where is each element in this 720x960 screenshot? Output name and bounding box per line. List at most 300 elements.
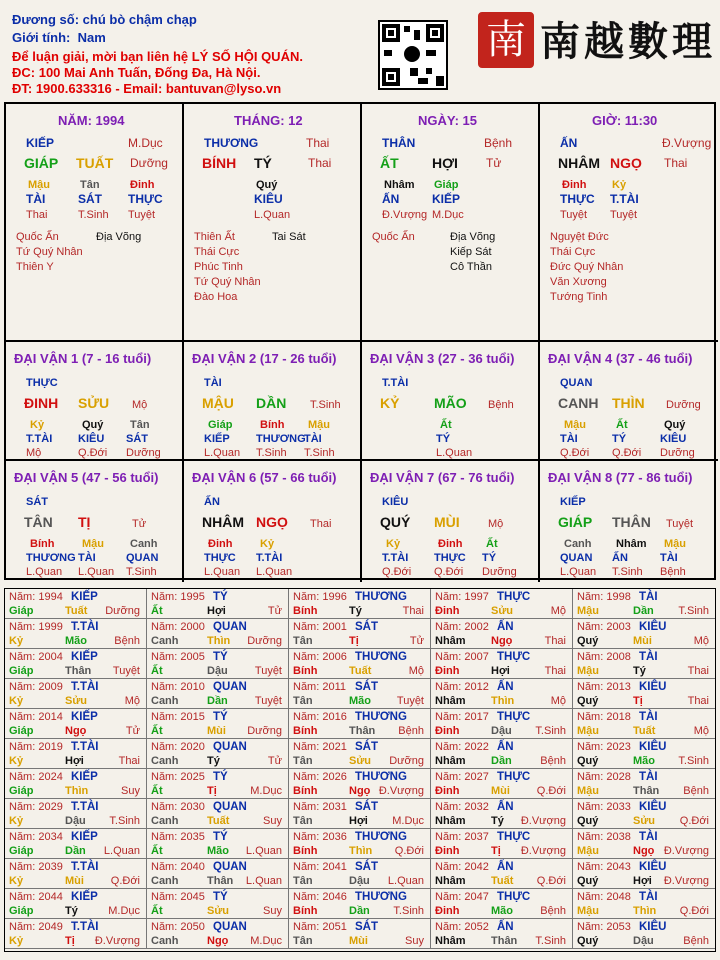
year-label: Năm: 2045 [151,891,205,903]
year-branch: Dần [349,905,370,917]
hidden-stem: Quý [82,419,104,431]
dai-van-stem: GIÁP [558,514,593,530]
year-label: Năm: 2028 [577,771,631,783]
hidden-god: TÝ [436,433,451,445]
year-stage: Q.Đới [679,815,709,827]
year-god: KIÊU [639,741,667,753]
hidden-stage: L.Quan [26,566,63,578]
luu-nien-cell[interactable] [431,679,573,709]
hidden-stage: Tuyệt [610,209,638,221]
year-stem: Quý [577,935,599,947]
year-stage: Thai [544,635,566,647]
hidden-stage: L.Quan [78,566,115,578]
dai-van-stem: TÂN [24,514,53,530]
year-god: KIẾP [71,891,98,903]
year-branch: Tý [491,815,504,827]
year-branch: Ngọ [349,785,371,797]
hidden-god: T.TÀI [256,552,283,564]
hidden-god: TÀI [78,552,96,564]
header [0,0,720,100]
hidden-stage: T.Sinh [126,566,157,578]
luu-nien-cell[interactable] [573,679,715,709]
hidden-stage: Bệnh [660,566,686,578]
hidden-stem: Bính [30,538,55,550]
year-branch: Mão [349,695,371,707]
dai-van-branch: MÙI [434,514,460,530]
year-stem: Giáp [9,905,34,917]
luu-nien-cell[interactable] [289,739,431,769]
year-label: Năm: 2016 [293,711,347,723]
year-god: TÀI [639,891,658,903]
year-label: Năm: 1999 [9,621,63,633]
hidden-god: KIẾP [432,192,461,206]
hidden-stem: Kỷ [612,179,627,191]
year-label: Năm: 2047 [435,891,489,903]
year-stage: Đ.Vượng [663,845,709,857]
year-god: THỰC [497,891,531,903]
year-stem: Tân [293,935,313,947]
hidden-stage: T.Sinh [78,209,109,221]
hidden-stage: Mộ [26,447,42,459]
year-stage: L.Quan [387,875,424,887]
year-stage: T.Sinh [109,815,140,827]
year-god: THƯƠNG [355,591,407,603]
pillar-branch-stage: Tử [486,156,502,170]
luu-nien-cell[interactable] [573,619,715,649]
year-stem: Tân [293,695,313,707]
year-god: T.TÀI [71,621,99,633]
hidden-god: TÀI [560,433,578,445]
hidden-god: QUAN [126,552,159,564]
luu-nien-cell[interactable] [5,829,147,859]
hidden-stage: L.Quan [254,209,291,221]
pillar-stage: Bệnh [484,136,513,150]
year-stage: Q.Đới [679,905,709,917]
year-label: Năm: 1998 [577,591,631,603]
luu-nien-cell[interactable] [147,619,289,649]
year-stage: Mộ [693,725,709,737]
pillar-branch: TÝ [254,155,272,171]
luu-nien-cell[interactable] [289,679,431,709]
qr-code-icon[interactable] [378,20,448,90]
luu-nien-cell[interactable] [147,679,289,709]
year-god: ẤN [497,741,514,753]
year-label: Năm: 2037 [435,831,489,843]
star-left: Văn Xương [550,276,607,288]
year-label: Năm: 2011 [293,681,346,693]
hidden-god: ẤN [612,552,628,564]
year-branch: Tị [207,785,217,797]
hidden-stem: Nhâm [616,538,647,550]
luu-nien-cell[interactable] [147,859,289,889]
year-label: Năm: 2033 [577,801,631,813]
year-branch: Mùi [349,935,368,947]
dai-van-stage: Tử [132,518,147,530]
dai-van-god: KIẾP [560,496,586,508]
name-line: Đương số: chú bò chậm chạp [12,12,197,27]
luu-nien-cell[interactable] [5,859,147,889]
luu-nien-cell[interactable] [147,709,289,739]
luu-nien-cell[interactable] [289,829,431,859]
year-branch: Tuất [491,875,514,887]
year-label: Năm: 2005 [151,651,205,663]
year-branch: Sửu [633,815,656,827]
year-label: Năm: 2007 [435,651,489,663]
year-branch: Tuất [207,815,230,827]
year-branch: Sửu [491,605,514,617]
dai-van-stem: KỶ [380,395,400,411]
luu-nien-cell[interactable] [289,709,431,739]
year-stage: Q.Đới [536,875,566,887]
year-god: TÀI [639,831,658,843]
year-god: KIÊU [639,681,667,693]
year-stem: Giáp [9,785,34,797]
luu-nien-cell[interactable] [5,649,147,679]
year-branch: Tuất [349,665,372,677]
year-label: Năm: 2036 [293,831,347,843]
luu-nien-cell[interactable] [5,709,147,739]
hidden-god: T.TÀI [382,552,409,564]
year-branch: Mão [633,755,655,767]
year-branch: Dậu [207,665,228,677]
hidden-stage: L.Quan [204,447,241,459]
dai-van-branch: THÂN [612,514,651,530]
year-stem: Kỷ [9,815,24,827]
hidden-stem: Giáp [434,179,459,191]
year-god: KIÊU [639,801,667,813]
year-branch: Thân [491,935,518,947]
year-stage: Thai [402,605,424,617]
dai-van-stem: QUÝ [380,514,411,530]
hidden-stem: Kỷ [386,538,401,550]
year-branch: Hợi [491,665,510,677]
year-god: THỰC [497,651,531,663]
year-branch: Tị [633,695,643,707]
luu-nien-cell[interactable] [147,799,289,829]
year-branch: Thìn [349,845,373,857]
year-god: QUAN [213,801,247,813]
luu-nien-cell[interactable] [431,619,573,649]
hidden-stage: M.Dục [432,209,464,221]
year-god: SÁT [355,921,378,933]
year-branch: Hợi [349,815,368,827]
luu-nien-cell[interactable] [289,889,431,919]
year-label: Năm: 2025 [151,771,205,783]
star-right: Địa Võng [450,231,496,243]
year-god: SÁT [355,741,378,753]
year-stage: Đ.Vượng [94,935,140,947]
luu-nien-cell[interactable] [289,619,431,649]
year-stage: M.Dục [392,815,424,827]
luu-nien-cell[interactable] [573,799,715,829]
star-right: Cô Thần [450,261,492,273]
year-god: TÝ [213,771,228,783]
luu-nien-cell[interactable] [5,919,147,949]
year-branch: Tị [491,845,501,857]
hidden-god: THỰC [204,552,236,564]
luu-nien-cell[interactable] [431,919,573,949]
hidden-stage: T.Sinh [256,447,287,459]
luu-nien-cell[interactable] [431,739,573,769]
hidden-god: KIÊU [254,192,283,206]
year-stage: Dưỡng [247,635,282,647]
year-god: SÁT [355,681,378,693]
year-stage: Mộ [408,665,424,677]
hidden-stem: Quý [256,179,278,191]
year-stem: Canh [151,635,179,647]
hidden-stem: Đinh [562,179,587,191]
luu-nien-cell[interactable] [5,799,147,829]
hidden-stage: Q.Đới [612,447,642,459]
luu-nien-cell[interactable] [431,649,573,679]
year-stage: Tử [409,635,424,647]
luu-nien-cell[interactable] [147,889,289,919]
year-branch: Tuất [65,605,88,617]
hidden-stem: Tân [80,179,100,191]
dai-van-god: SÁT [26,496,48,508]
year-stage: Mộ [550,695,566,707]
hidden-stage: L.Quan [560,566,597,578]
year-branch: Dậu [65,815,86,827]
year-label: Năm: 2043 [577,861,631,873]
pillar-branch: NGỌ [610,155,642,171]
year-stage: Tuyệt [112,665,140,677]
luu-nien-cell[interactable] [431,859,573,889]
hidden-stem: Đinh [438,538,463,550]
star-left: Đào Hoa [194,291,238,303]
pillar-branch-stage: Thai [664,156,688,170]
dai-van-title: ĐẠI VẬN 5 (47 - 56 tuổi) [14,470,159,485]
year-god: TÝ [213,591,228,603]
year-god: QUAN [213,681,247,693]
year-stage: M.Dục [250,785,282,797]
year-stage: L.Quan [103,845,140,857]
year-label: Năm: 2017 [435,711,489,723]
year-stage: Suy [405,935,424,947]
luu-nien-cell[interactable] [573,889,715,919]
luu-nien-cell[interactable] [573,739,715,769]
hidden-stem: Tân [130,419,150,431]
year-god: QUAN [213,741,247,753]
luu-nien-cell[interactable] [289,859,431,889]
luu-nien-cell[interactable] [431,769,573,799]
luu-nien-cell[interactable] [431,829,573,859]
year-stage: Tử [125,725,140,737]
dai-van-stem: ĐINH [24,395,59,411]
hidden-god: THỰC [434,552,466,564]
year-god: KIẾP [71,591,98,603]
star-left: Đức Quý Nhân [550,261,624,273]
year-label: Năm: 2002 [435,621,489,633]
luu-nien-cell[interactable] [573,919,715,949]
pillar-branch-stage: Dưỡng [130,156,168,170]
luu-nien-cell[interactable] [5,589,147,619]
year-branch: Dần [65,845,86,857]
year-stem: Đinh [435,725,460,737]
hidden-stem: Nhâm [384,179,415,191]
luu-nien-cell[interactable] [147,919,289,949]
dai-van-7 [362,461,540,582]
luu-nien-cell[interactable] [289,769,431,799]
hidden-god: T.TÀI [610,192,639,206]
luu-nien-cell[interactable] [573,769,715,799]
year-stage: Mộ [550,605,566,617]
luu-nien-cell[interactable] [573,589,715,619]
year-god: SÁT [355,801,378,813]
year-stem: Canh [151,815,179,827]
luu-nien-cell[interactable] [431,889,573,919]
year-stem: Quý [577,875,599,887]
year-label: Năm: 2021 [293,741,347,753]
year-stem: Bính [293,845,318,857]
year-stage: Tuyệt [254,695,282,707]
dai-van-stage: Mộ [132,399,148,411]
year-branch: Sửu [349,755,372,767]
luu-nien-cell[interactable] [147,769,289,799]
year-stage: Tuyệt [254,665,282,677]
luu-nien-cell[interactable] [147,829,289,859]
hidden-god: T.TÀI [26,433,53,445]
luu-nien-cell[interactable] [289,649,431,679]
year-stage: Bệnh [683,785,709,797]
year-god: THƯƠNG [355,891,407,903]
luu-nien-cell[interactable] [289,919,431,949]
year-branch: Hợi [207,605,226,617]
dai-van-branch: THÌN [612,395,645,411]
hidden-god: KIÊU [660,433,687,445]
luu-nien-cell[interactable] [431,799,573,829]
year-label: Năm: 1995 [151,591,205,603]
year-label: Năm: 2022 [435,741,489,753]
year-label: Năm: 2052 [435,921,489,933]
year-stem: Đinh [435,785,460,797]
year-stem: Đinh [435,905,460,917]
year-label: Năm: 2027 [435,771,489,783]
year-label: Năm: 2038 [577,831,631,843]
pillar-god: ẤN [560,136,578,150]
luu-nien-cell[interactable] [289,799,431,829]
luu-nien-cell[interactable] [147,739,289,769]
year-stem: Đinh [435,665,460,677]
year-god: KIẾP [71,831,98,843]
year-stem: Canh [151,755,179,767]
dai-van-god: THỰC [26,377,58,389]
luu-nien-cell[interactable] [5,769,147,799]
year-branch: Mão [207,845,229,857]
dai-van-god: T.TÀI [382,377,409,389]
year-label: Năm: 2032 [435,801,489,813]
hidden-stem: Đinh [130,179,155,191]
year-branch: Dậu [633,935,654,947]
year-stage: T.Sinh [678,605,709,617]
hidden-stage: Q.Đới [382,566,412,578]
dai-van-5 [6,461,184,582]
year-stem: Quý [577,695,599,707]
luu-nien-cell[interactable] [573,829,715,859]
year-god: SÁT [355,621,378,633]
year-branch: Thìn [65,785,89,797]
dai-van-branch: SỬU [78,395,110,411]
phone-email-line: ĐT: 1900.633316 - Email: bantuvan@lyso.vn [12,81,282,96]
hidden-stem: Ất [486,538,498,550]
year-label: Năm: 2034 [9,831,63,843]
dai-van-stage: Dưỡng [666,399,701,411]
luu-nien-cell[interactable] [5,889,147,919]
year-god: ẤN [497,801,514,813]
pillar-title: THÁNG: 12 [234,113,303,128]
hidden-stem: Ất [440,419,452,431]
dai-van-stem: MẬU [202,395,234,411]
year-label: Năm: 2046 [293,891,347,903]
dai-van-stage: Tuyệt [666,518,694,530]
year-branch: Hợi [633,875,652,887]
year-stem: Bính [293,905,318,917]
luu-nien-cell[interactable] [147,649,289,679]
dai-van-god: TÀI [204,377,222,389]
year-stem: Tân [293,755,313,767]
year-stem: Mậu [577,905,599,917]
dai-van-title: ĐẠI VẬN 8 (77 - 86 tuổi) [548,470,693,485]
year-stage: T.Sinh [535,725,566,737]
hidden-stage: Tuyệt [560,209,588,221]
luu-nien-cell[interactable] [5,679,147,709]
dai-van-3 [362,342,540,461]
year-god: TÀI [639,771,658,783]
year-stem: Quý [577,635,599,647]
luu-nien-cell[interactable] [573,859,715,889]
luu-nien-cell[interactable] [431,589,573,619]
year-label: Năm: 2013 [577,681,631,693]
year-stem: Canh [151,695,179,707]
luu-nien-cell[interactable] [147,589,289,619]
luu-nien-cell[interactable] [431,709,573,739]
year-god: T.TÀI [71,861,99,873]
year-stage: Bệnh [540,905,566,917]
year-label: Năm: 2003 [577,621,631,633]
hidden-stage: Dưỡng [482,566,517,578]
year-branch: Tý [207,755,220,767]
luu-nien-cell[interactable] [5,619,147,649]
year-stem: Ất [151,905,163,917]
luu-nien-cell[interactable] [5,739,147,769]
year-stage: T.Sinh [535,935,566,947]
pillar-stem: ẤT [380,155,399,171]
dai-van-stem: NHÂM [202,514,244,530]
pillar-stem: BÍNH [202,155,237,171]
dai-van-4 [540,342,718,461]
dai-van-branch: TỊ [78,514,91,530]
year-branch: Mão [65,635,87,647]
hidden-stem: Giáp [208,419,233,431]
luu-nien-cell[interactable] [289,589,431,619]
luu-nien-cell[interactable] [573,709,715,739]
hidden-god: THƯƠNG [256,433,306,445]
year-label: Năm: 2031 [293,801,347,813]
pillar-god: THÂN [382,136,416,150]
year-god: THƯƠNG [355,771,407,783]
year-god: QUAN [213,921,247,933]
year-branch: Tý [349,605,362,617]
hidden-stem: Kỷ [260,538,275,550]
year-god: KIẾP [71,651,98,663]
dai-van-stage: T.Sinh [310,399,341,411]
year-branch: Tị [65,935,75,947]
star-left: Thiên Y [16,261,54,273]
year-god: ẤN [497,621,514,633]
luu-nien-cell[interactable] [573,649,715,679]
year-stage: Đ.Vượng [520,845,566,857]
star-left: Nguyệt Đức [550,231,609,243]
